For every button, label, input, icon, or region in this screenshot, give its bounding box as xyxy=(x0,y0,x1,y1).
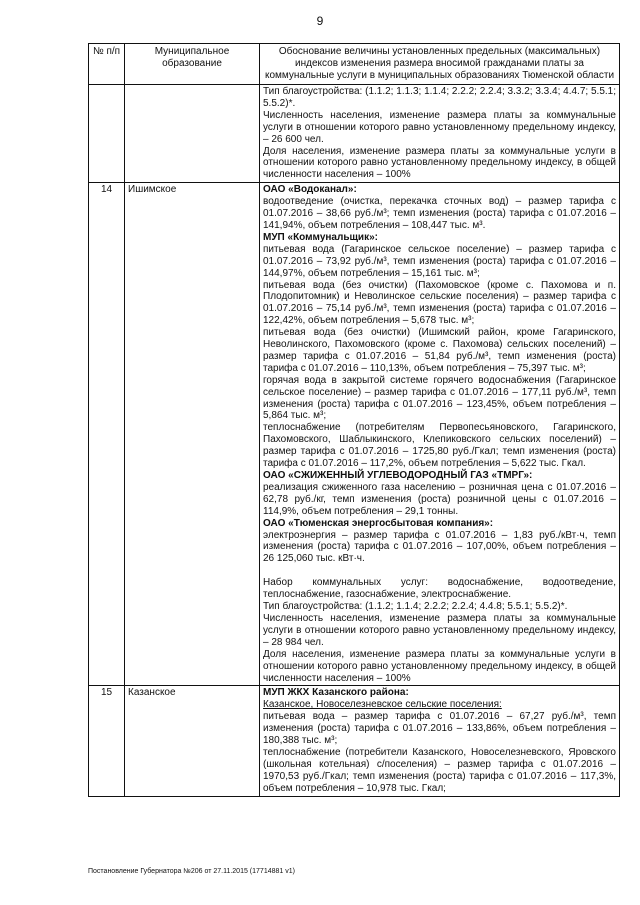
paragraph: Тип благоустройства: (1.1.2; 1.1.4; 2.2.2; 2.2.4; 4.4.8; 5.5.1; 5.5.2)*. xyxy=(263,601,568,613)
justification-cell xyxy=(260,686,620,796)
organization-name: МУП «Коммунальщик»: xyxy=(263,231,378,243)
row-number: 14 xyxy=(89,183,125,686)
paragraph: водоотведение (очистка, перекачка сточных вод) – размер тарифа с 01.07.2016 – 38,66 руб./м³; темп изменения (роста) тарифа с 01.07.2016 – 141,94%, объем потребления – 108,447 тыс. м³. xyxy=(263,196,616,231)
header-justification: Обоснование величины установленных предельных (максимальных) индексов изменения размера вносимой гражданами платы за коммунальные услуги в муниципальных образованиях Тюменской области xyxy=(260,44,620,85)
table-row-14 xyxy=(89,183,620,686)
organization-name: ОАО «Тюменская энергосбытовая компания»: xyxy=(263,517,494,529)
table-header-row xyxy=(89,44,620,85)
paragraph: питьевая вода – размер тарифа с 01.07.2016 – 67,27 руб./м³, темп изменения (роста) тарифа с 01.07.2016 – 133,86%, объем потребления – 180,388 тыс. м³; xyxy=(263,711,616,747)
paragraph: питьевая вода (без очистки) (Пахомовское (кроме с. Пахомова и п. Плодопитомник) и Неволинское сельские поселения) – размер тарифа с 01.07.2016 – 75,14 руб./м³, темп изменения (роста) тарифа с 01.07.2016 – 122,42%, объем потребления – 5,678 тыс. м³; xyxy=(263,279,616,327)
paragraph: Тип благоустройства: (1.1.2; 1.1.3; 1.1.4; 2.2.2; 2.2.4; 3.3.2; 3.3.4; 4.4.7; 5.5.1; 5.5.2)*. xyxy=(263,86,616,109)
organization-name: МУП ЖКХ Казанского района: xyxy=(263,687,409,699)
tariff-table xyxy=(88,43,620,797)
organization-name: ОАО «Водоканал»: xyxy=(263,184,357,196)
paragraph: горячая вода в закрытой системе горячего водоснабжения (Гагаринское сельское поселение) – размер тарифа с 01.07.2016 – 177,11 руб./м³, темп изменения (роста) тарифа с 01.07.2016 – 123,45%, объем потребления – 5,864 тыс. м³; xyxy=(263,374,616,422)
paragraph: питьевая вода (без очистки) (Ишимский район, кроме Гагаринского, Неволинского, Пахомовского (кроме с. Пахомова) сельских поселений) – размер тарифа с 01.07.2016 – 51,84 руб./м³, темп изменения (роста) тарифа с 01.07.2016 – 110,13%, объем потребления – 75,397 тыс. м³; xyxy=(263,327,616,374)
row-number: 15 xyxy=(89,686,125,796)
table-row-15 xyxy=(89,686,620,796)
continuation-cell xyxy=(260,85,620,183)
paragraph: Доля населения, изменение размера платы за коммунальные услуги в отношении которого равно установленному предельному индексу, в общей численности населения – 100% xyxy=(263,648,616,684)
organization-name: ОАО «СЖИЖЕННЫЙ УГЛЕВОДОРОДНЫЙ ГАЗ «ТМРГ»: xyxy=(263,470,533,481)
municipality-name: Ишимское xyxy=(125,183,260,686)
paragraph: Численность населения, изменение размера платы за коммунальные услуги в отношении которого равно установленному предельному индексу, – 28 984 чел. xyxy=(263,612,616,648)
footer-reference: Постановление Губернатора №206 от 27.11.2015 (17714881 v1) xyxy=(88,868,295,875)
paragraph: Доля населения, изменение размера платы за коммунальные услуги в отношении которого равно установленному предельному индексу, в общей численности населения – 100% xyxy=(263,145,616,181)
paragraph: электроэнергия – размер тарифа с 01.07.2016 – 1,83 руб./кВт·ч, темп изменения (роста) тарифа с 01.07.2016 – 107,00%, объем потребления – 26 125,060 тыс. кВт·ч. xyxy=(263,529,616,565)
paragraph: теплоснабжение (потребителям Первопесьяновского, Гагаринского, Пахомовского, Шаблыкинского, Клепиковского сельских поселений) – размер тарифа с 01.07.2016 – 1725,80 руб./Гкал; темп изменения (роста) тарифа с 01.07.2016 – 117,2%, объем потребления – 5,622 тыс. Гкал. xyxy=(263,422,616,470)
page-number: 9 xyxy=(316,14,324,28)
paragraph: реализация сжиженного газа населению – розничная цена с 01.07.2016 – 62,78 руб./кг, темп изменения (роста) розничной цены с 01.07.2016 – 114,9%, объем потребления – 29,1 тонны. xyxy=(263,481,616,517)
header-num: № п/п xyxy=(89,44,125,85)
paragraph: питьевая вода (Гагаринское сельское поселение) – размер тарифа с 01.07.2016 – 73,92 руб./м³, темп изменения (роста) тарифа с 01.07.2016 – 144,97%, объем потребления – 15,161 тыс. м³; xyxy=(263,243,616,279)
subheading: Казанское, Новоселезневское сельские поселения: xyxy=(263,699,502,711)
paragraph: Набор коммунальных услуг: водоснабжение, водоотведение, теплоснабжение, газоснабжение, электроснабжение. xyxy=(263,577,616,601)
table-row-continuation xyxy=(89,85,620,183)
municipality-name: Казанское xyxy=(125,686,260,796)
paragraph: Численность населения, изменение размера платы за коммунальные услуги в отношении которого равно установленному предельному индексу, – 26 600 чел. xyxy=(263,109,616,145)
header-municipality: Муниципальное образование xyxy=(125,44,260,85)
paragraph: теплоснабжение (потребители Казанского, Новоселезневского, Яровского (школьная котельная) с/поселения) – размер тарифа с 01.07.2016 – 1970,53 руб./Гкал; темп изменения (роста) тарифа с 01.07.2016 – 117,3%, объем потребления – 10,978 тыс. Гкал; xyxy=(263,746,616,794)
justification-cell xyxy=(260,183,620,686)
